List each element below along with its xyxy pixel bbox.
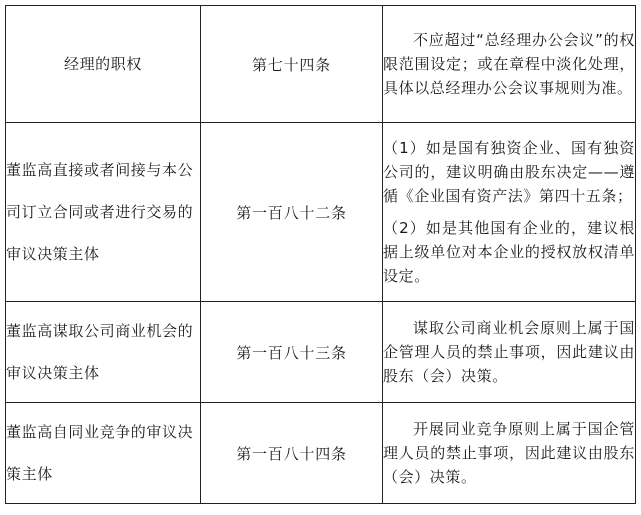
table-row <box>6 6 636 123</box>
note-paragraph: 谋取公司商业机会原则上属于国企管理人员的禁止事项，因此建议由股东（会）决策。 <box>383 319 635 385</box>
row-note <box>383 302 636 403</box>
note-paragraph: 开展同业竞争原则上属于国企管理人员的禁止事项，因此建议由股东（会）决策。 <box>383 420 635 486</box>
row-topic: 经理的职权 <box>6 6 201 123</box>
row-note <box>383 403 636 504</box>
note-paragraph: 不应超过“总经理办公会议”的权限范围设定；或在章程中淡化处理，具体以总经理办公会议事规则为准。 <box>383 31 635 97</box>
note-paragraph: （1）如是国有独资企业、国有独资公司的，建议明确由股东决定——遵循《企业国有资产法》第四十五条； <box>383 139 635 205</box>
row-topic: 董监高谋取公司商业机会的审议决策主体 <box>6 302 201 403</box>
row-topic: 董监高直接或者间接与本公司订立合同或者进行交易的审议决策主体 <box>6 123 201 302</box>
table-row <box>6 403 636 504</box>
row-note <box>383 6 636 123</box>
table-row <box>6 302 636 403</box>
row-article: 第一百八十三条 <box>201 302 383 403</box>
row-article: 第七十四条 <box>201 6 383 123</box>
provisions-table <box>5 5 636 504</box>
row-note <box>383 123 636 302</box>
table-row <box>6 123 636 302</box>
row-topic: 董监高自同业竞争的审议决策主体 <box>6 403 201 504</box>
note-paragraph: （2）如是其他国有企业的，建议根据上级单位对本企业的授权放权清单设定。 <box>383 219 635 285</box>
row-article: 第一百八十四条 <box>201 403 383 504</box>
row-article: 第一百八十二条 <box>201 123 383 302</box>
